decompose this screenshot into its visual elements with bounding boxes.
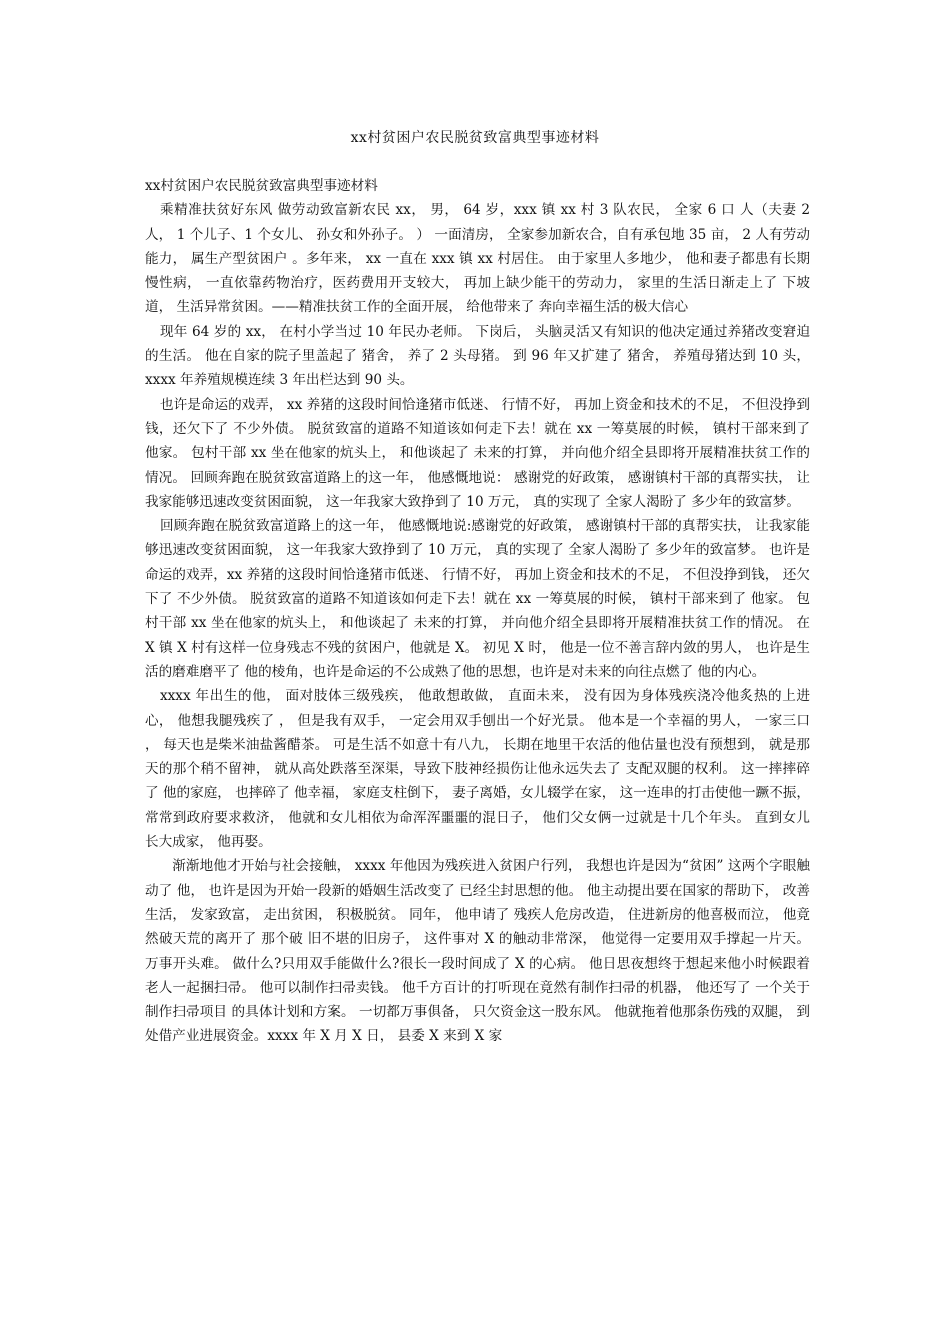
document-subtitle: xx村贫困户农民脱贫致富典型事迹材料 [145,178,378,194]
paragraph-5: xxxx 年出生的他， 面对肢体三级残疾， 他敢想敢做， 直面未来， 没有因为身体残疾浇冷他炙热的上进心， 他想我腿残疾了 ， 但是我有双手， 一定会用双手刨出一个好光景。 他本是一个幸福的男人， 一家三口 ， 每天也是柴米油盐酱醋茶。 可是生活不如意十有八九， 长期在地里干农活的他估量也没有预想到， 就是那天的那个稍不留神， 就从高处跌落至深渠，导致下肢神经损伤让他永远失去了 支配双腿的权利。 这一摔摔碎了 他的家庭， 也摔碎了 他幸福， 家庭支柱倒下， 妻子离婚，女儿辍学在家， 这一连串的打击使他一蹶不振， 常常到政府要求救济， 他就和女儿相依为命浑浑噩噩的混日子， 他们父女俩一过就是十几个年头。 直到女儿长大成家， 他再娶。 [145,688,810,851]
document-body [145,174,810,1049]
paragraph-6: 渐渐地他才开始与社会接触， xxxx 年他因为残疾进入贫困户行列， 我想也许是因为“贫困” 这两个字眼触动了 他， 也许是因为开始一段新的婚姻生活改变了 已经尘封思想的他。 他主动提出要在国家的帮助下， 改善生活， 发家致富， 走出贫困， 积极脱贫。 同年， 他申请了 残疾人危房改造， 住进新房的他喜极而泣， 他竟然破天荒的离开了 那个破 旧不堪的旧房子， 这件事对 X 的触动非常深， 他觉得一定要用双手撑起一片天。 万事开头难。 做什么?只用双手能做什么?很长一段时间成了 X 的心病。 他日思夜想终于想起来他小时候跟着老人一起捆扫帚。 他可以制作扫帚卖钱。 他千方百计的打听现在竟然有制作扫帚的机器， 他还写了 一个关于制作扫帚项目 的具体计划和方案。 一切都万事俱备， 只欠资金这一股东风。 他就拖着他那条伤残的双腿， 到处借产业进展资金。xxxx 年 X 月 X 日， 县委 X 来到 X 家 [145,858,810,1045]
document-title: xx村贫困户农民脱贫致富典型事迹材料 [350,130,600,146]
paragraph-3: 也许是命运的戏弄， xx 养猪的这段时间恰逢猪市低迷、 行情不好， 再加上资金和技术的不足， 不但没挣到钱，还欠下了 不少外债。 脱贫致富的道路不知道该如何走下去！就在 xx 一筹莫展的时候， 镇村干部来到了 他家。 包村干部 xx 坐在他家的炕头上， 和他谈起了 未来的打算， 并向他介绍全县即将开展精准扶贫工作的情况。 回顾奔跑在脱贫致富道路上的这一年， 他感慨地说： 感谢党的好政策， 感谢镇村干部的真帮实扶， 让我家能够迅速改变贫困面貌， 这一年我家大致挣到了 10 万元， 真的实现了 全家人渴盼了 多少年的致富梦。 [145,396,810,510]
paragraph-2: 现年 64 岁的 xx， 在村小学当过 10 年民办老师。 下岗后， 头脑灵活又有知识的他决定通过养猪改变窘迫的生活。 他在自家的院子里盖起了 猪舍， 养了 2 头母猪。 到 96 年又扩建了 猪舍， 养殖母猪达到 10 头， xxxx 年养殖规模连续 3 年出栏达到 90 头。 [145,323,810,389]
paragraph-1: 乘精准扶贫好东风 做劳动致富新农民 xx， 男， 64 岁，xxx 镇 xx 村 3 队农民， 全家 6 口 人（夫妻 2 人， 1 个儿子、1 个女儿、 孙女和外孙子。 ） 一面清房， 全家参加新农合，自有承包地 35 亩， 2 人有劳动能力， 属生产型贫困户 。多年来， xx 一直在 xxx 镇 xx 村居住。 由于家里人多地少， 他和妻子都患有长期慢性病， 一直依靠药物治疗，医药费用开支较大， 再加上缺少能干的劳动力， 家里的生活日渐走上了 下坡道， 生活异常贫困。——精准扶贫工作的全面开展， 给他带来了 奔向幸福生活的极大信心 [145,202,810,316]
paragraph-4: 回顾奔跑在脱贫致富道路上的这一年， 他感慨地说:感谢党的好政策， 感谢镇村干部的真帮实扶， 让我家能够迅速改变贫困面貌， 这一年我家大致挣到了 10 万元， 真的实现了 全家人渴盼了 多少年的致富梦。 也许是命运的戏弄，xx 养猪的这段时间恰逢猪市低迷、 行情不好， 再加上资金和技术的不足， 不但没挣到钱， 还欠下了 不少外债。 脱贫致富的道路不知道该如何走下去！就在 xx 一筹莫展的时候， 镇村干部来到了 他家。 包村干部 xx 坐在他家的炕头上， 和他谈起了 未来的打算， 并向他介绍全县即将开展精准扶贫工作的情况。 在 X 镇 X 村有这样一位身残志不残的贫困户，他就是 X。 初见 X 时， 他是一位不善言辞内敛的男人， 也许是生活的磨难磨平了 他的棱角，也许是命运的不公成熟了他的思想，也许是对未来的向往点燃了 他的内心。 [145,518,810,680]
